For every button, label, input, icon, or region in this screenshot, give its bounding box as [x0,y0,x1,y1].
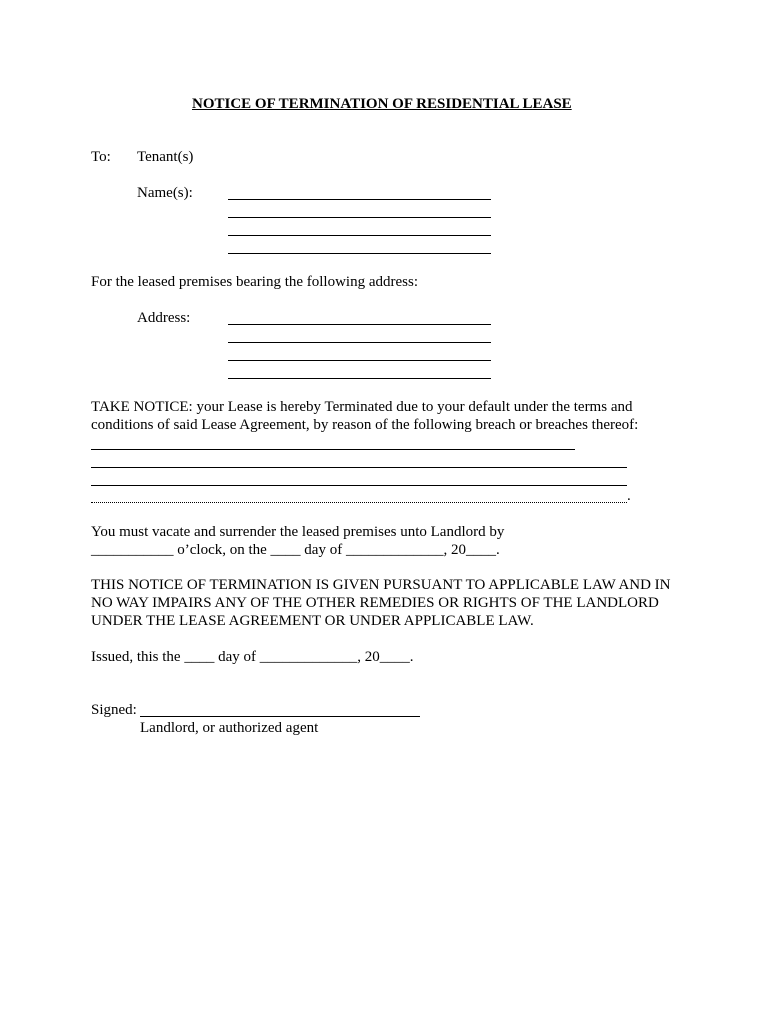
issued-line: Issued, this the ____ day of _____________, 20____. [91,649,414,665]
breach-line-3[interactable] [91,485,627,486]
address-label: Address: [137,310,191,326]
breach-line-2[interactable] [91,467,627,468]
breach-end-period: . [627,488,631,504]
vacate-line-2: ___________ o’clock, on the ____ day of _____________, 20____. [91,542,500,558]
name-line-2[interactable] [228,217,491,218]
signature-caption: Landlord, or authorized agent [140,720,319,736]
to-label: To: [91,149,111,165]
premises-intro: For the leased premises bearing the following address: [91,274,418,290]
signature-line[interactable] [140,716,420,717]
vacate-line-1: You must vacate and surrender the leased premises unto Landlord by [91,524,505,540]
take-notice-line-1: TAKE NOTICE: your Lease is hereby Terminated due to your default under the terms and [91,399,633,415]
address-line-2[interactable] [228,342,491,343]
take-notice-line-2: conditions of said Lease Agreement, by reason of the following breach or breaches thereof: [91,417,639,433]
signed-label: Signed: [91,702,137,718]
name-line-3[interactable] [228,235,491,236]
name-line-4[interactable] [228,253,491,254]
name-line-1[interactable] [228,199,491,200]
names-label: Name(s): [137,185,193,201]
breach-line-1[interactable] [91,449,575,450]
law-notice-line-2: NO WAY IMPAIRS ANY OF THE OTHER REMEDIES OR RIGHTS OF THE LANDLORD [91,595,659,611]
law-notice-line-1: THIS NOTICE OF TERMINATION IS GIVEN PURSUANT TO APPLICABLE LAW AND IN [91,577,671,593]
address-line-3[interactable] [228,360,491,361]
tenant-label: Tenant(s) [137,149,194,165]
page-title: NOTICE OF TERMINATION OF RESIDENTIAL LEASE [192,96,572,112]
address-line-4[interactable] [228,378,491,379]
address-line-1[interactable] [228,324,491,325]
breach-line-4[interactable] [91,502,627,503]
law-notice-line-3: UNDER THE LEASE AGREEMENT OR UNDER APPLICABLE LAW. [91,613,534,629]
